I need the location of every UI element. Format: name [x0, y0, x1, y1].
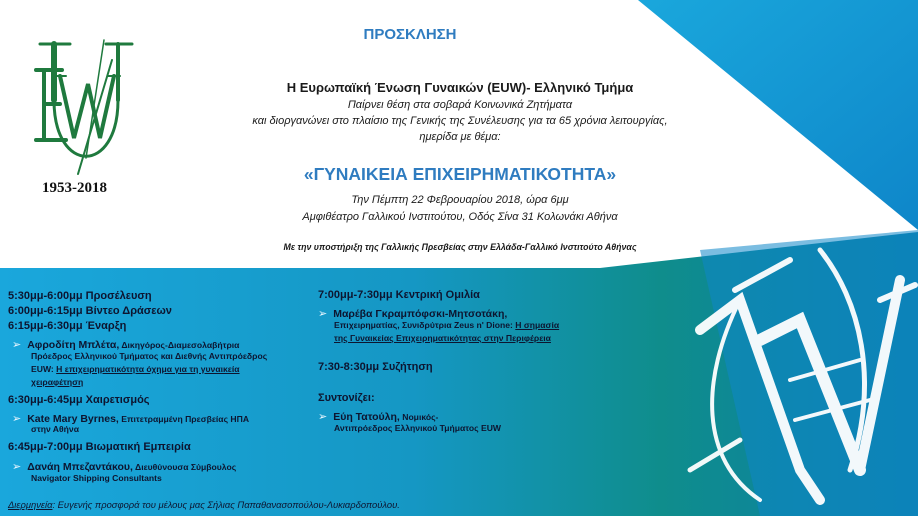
speaker-1-role: Πρόεδρος Ελληνικού Τμήματος και Διεθνής Αντιπρόεδρος	[31, 351, 268, 361]
schedule-greeting: 6:30μμ-6:45μμ Χαιρετισμός	[8, 394, 150, 406]
schedule-keynote: 7:00μμ-7:30μμ Κεντρική Ομιλία	[318, 289, 480, 301]
schedule-video: 6:00μμ-6:15μμ Βίντεο Δράσεων	[8, 305, 172, 317]
interpretation-note: Διερμηνεία: Ευγενής προσφορά του μέλους μας Σήλιας Παπαθανασοπούλου-Λυκιαρδοπούλου.	[8, 499, 400, 510]
schedule-discussion: 7:30-8:30μμ Συζήτηση	[318, 361, 433, 373]
event-date: Την Πέμπτη 22 Φεβρουαρίου 2018, ώρα 6μμ	[351, 194, 569, 206]
moderator-label: Συντονίζει:	[318, 392, 375, 404]
organization-name: Η Ευρωπαϊκή Ένωση Γυναικών (EUW)- Ελληνικό Τμήμα	[286, 80, 634, 95]
speaker-1-topic: EUW: Η επιχειρηματικότητα όχημα για τη γυναικεία	[31, 364, 240, 374]
event-venue: Αμφιθέατρο Γαλλικού Ινστιτούτου, Οδός Σίνα 31 Κολωνάκι Αθήνα	[302, 211, 618, 223]
schedule-opening: 6:15μμ-6:30μμ Έναρξη	[8, 320, 127, 332]
speaker-1: ➢ Αφροδίτη Μπλέτα, Δικηγόρος-Διαμεσολαβήτρια	[12, 339, 240, 351]
intro-line-1: Παίρνει θέση στα σοβαρά Κοινωνικά Ζητήματα	[347, 99, 573, 111]
chevron-right-icon: ➢	[12, 461, 22, 473]
schedule-experience: 6:45μμ-7:00μμ Βιωματική Εμπειρία	[8, 441, 191, 453]
speaker-1-topic-cont: χειραφέτηση	[31, 377, 84, 387]
intro-line-3: ημερίδα με θέμα:	[419, 131, 501, 143]
chevron-right-icon: ➢	[318, 308, 328, 320]
support-note: Με την υποστήριξη της Γαλλικής Πρεσβείας στην Ελλάδα-Γαλλικό Ινστιτούτο Αθήνας	[283, 242, 637, 252]
speaker-2: ➢ Kate Mary Byrnes, Επιτετραμμένη Πρεσβείας ΗΠΑ	[12, 413, 250, 425]
chevron-right-icon: ➢	[318, 411, 328, 423]
speaker-5-role: Αντιπρόεδρος Ελληνικού Τμήματος EUW	[334, 423, 502, 433]
chevron-right-icon: ➢	[12, 339, 22, 351]
event-theme: «ΓΥΝΑΙΚΕΙΑ ΕΠΙΧΕΙΡΗΜΑΤΙΚΟΤΗΤΑ»	[303, 164, 617, 184]
logo-year: 1953-2018	[42, 180, 107, 196]
speaker-4-topic: της Γυναικείας Επιχειρηματικότητας στην Περιφέρεια	[334, 333, 551, 343]
speaker-2-role: στην Αθήνα	[31, 424, 79, 434]
schedule-arrival: 5:30μμ-6:00μμ Προσέλευση	[8, 290, 152, 302]
intro-line-2: και διοργανώνει στο πλαίσιο της Γενικής της Συνέλευσης για τα 65 χρόνια λειτουργίας,	[252, 115, 668, 127]
speaker-5: ➢ Εύη Τατούλη, Νομικός-	[318, 411, 439, 423]
speaker-3: ➢ Δανάη Μπεζαντάκου, Διευθύνουσα Σύμβουλος	[12, 461, 237, 473]
euw-logo	[36, 40, 132, 174]
speaker-4: ➢ Μαρέβα Γκραμπόφσκι-Μητσοτάκη,	[318, 308, 508, 320]
chevron-right-icon: ➢	[12, 413, 22, 425]
page-title: ΠΡΟΣΚΛΗΣΗ	[363, 26, 457, 43]
speaker-4-role: Επιχειρηματίας, Συνιδρύτρια Zeus n' Dione: Η σημασία	[334, 320, 560, 330]
speaker-3-company: Navigator Shipping Consultants	[31, 473, 162, 483]
